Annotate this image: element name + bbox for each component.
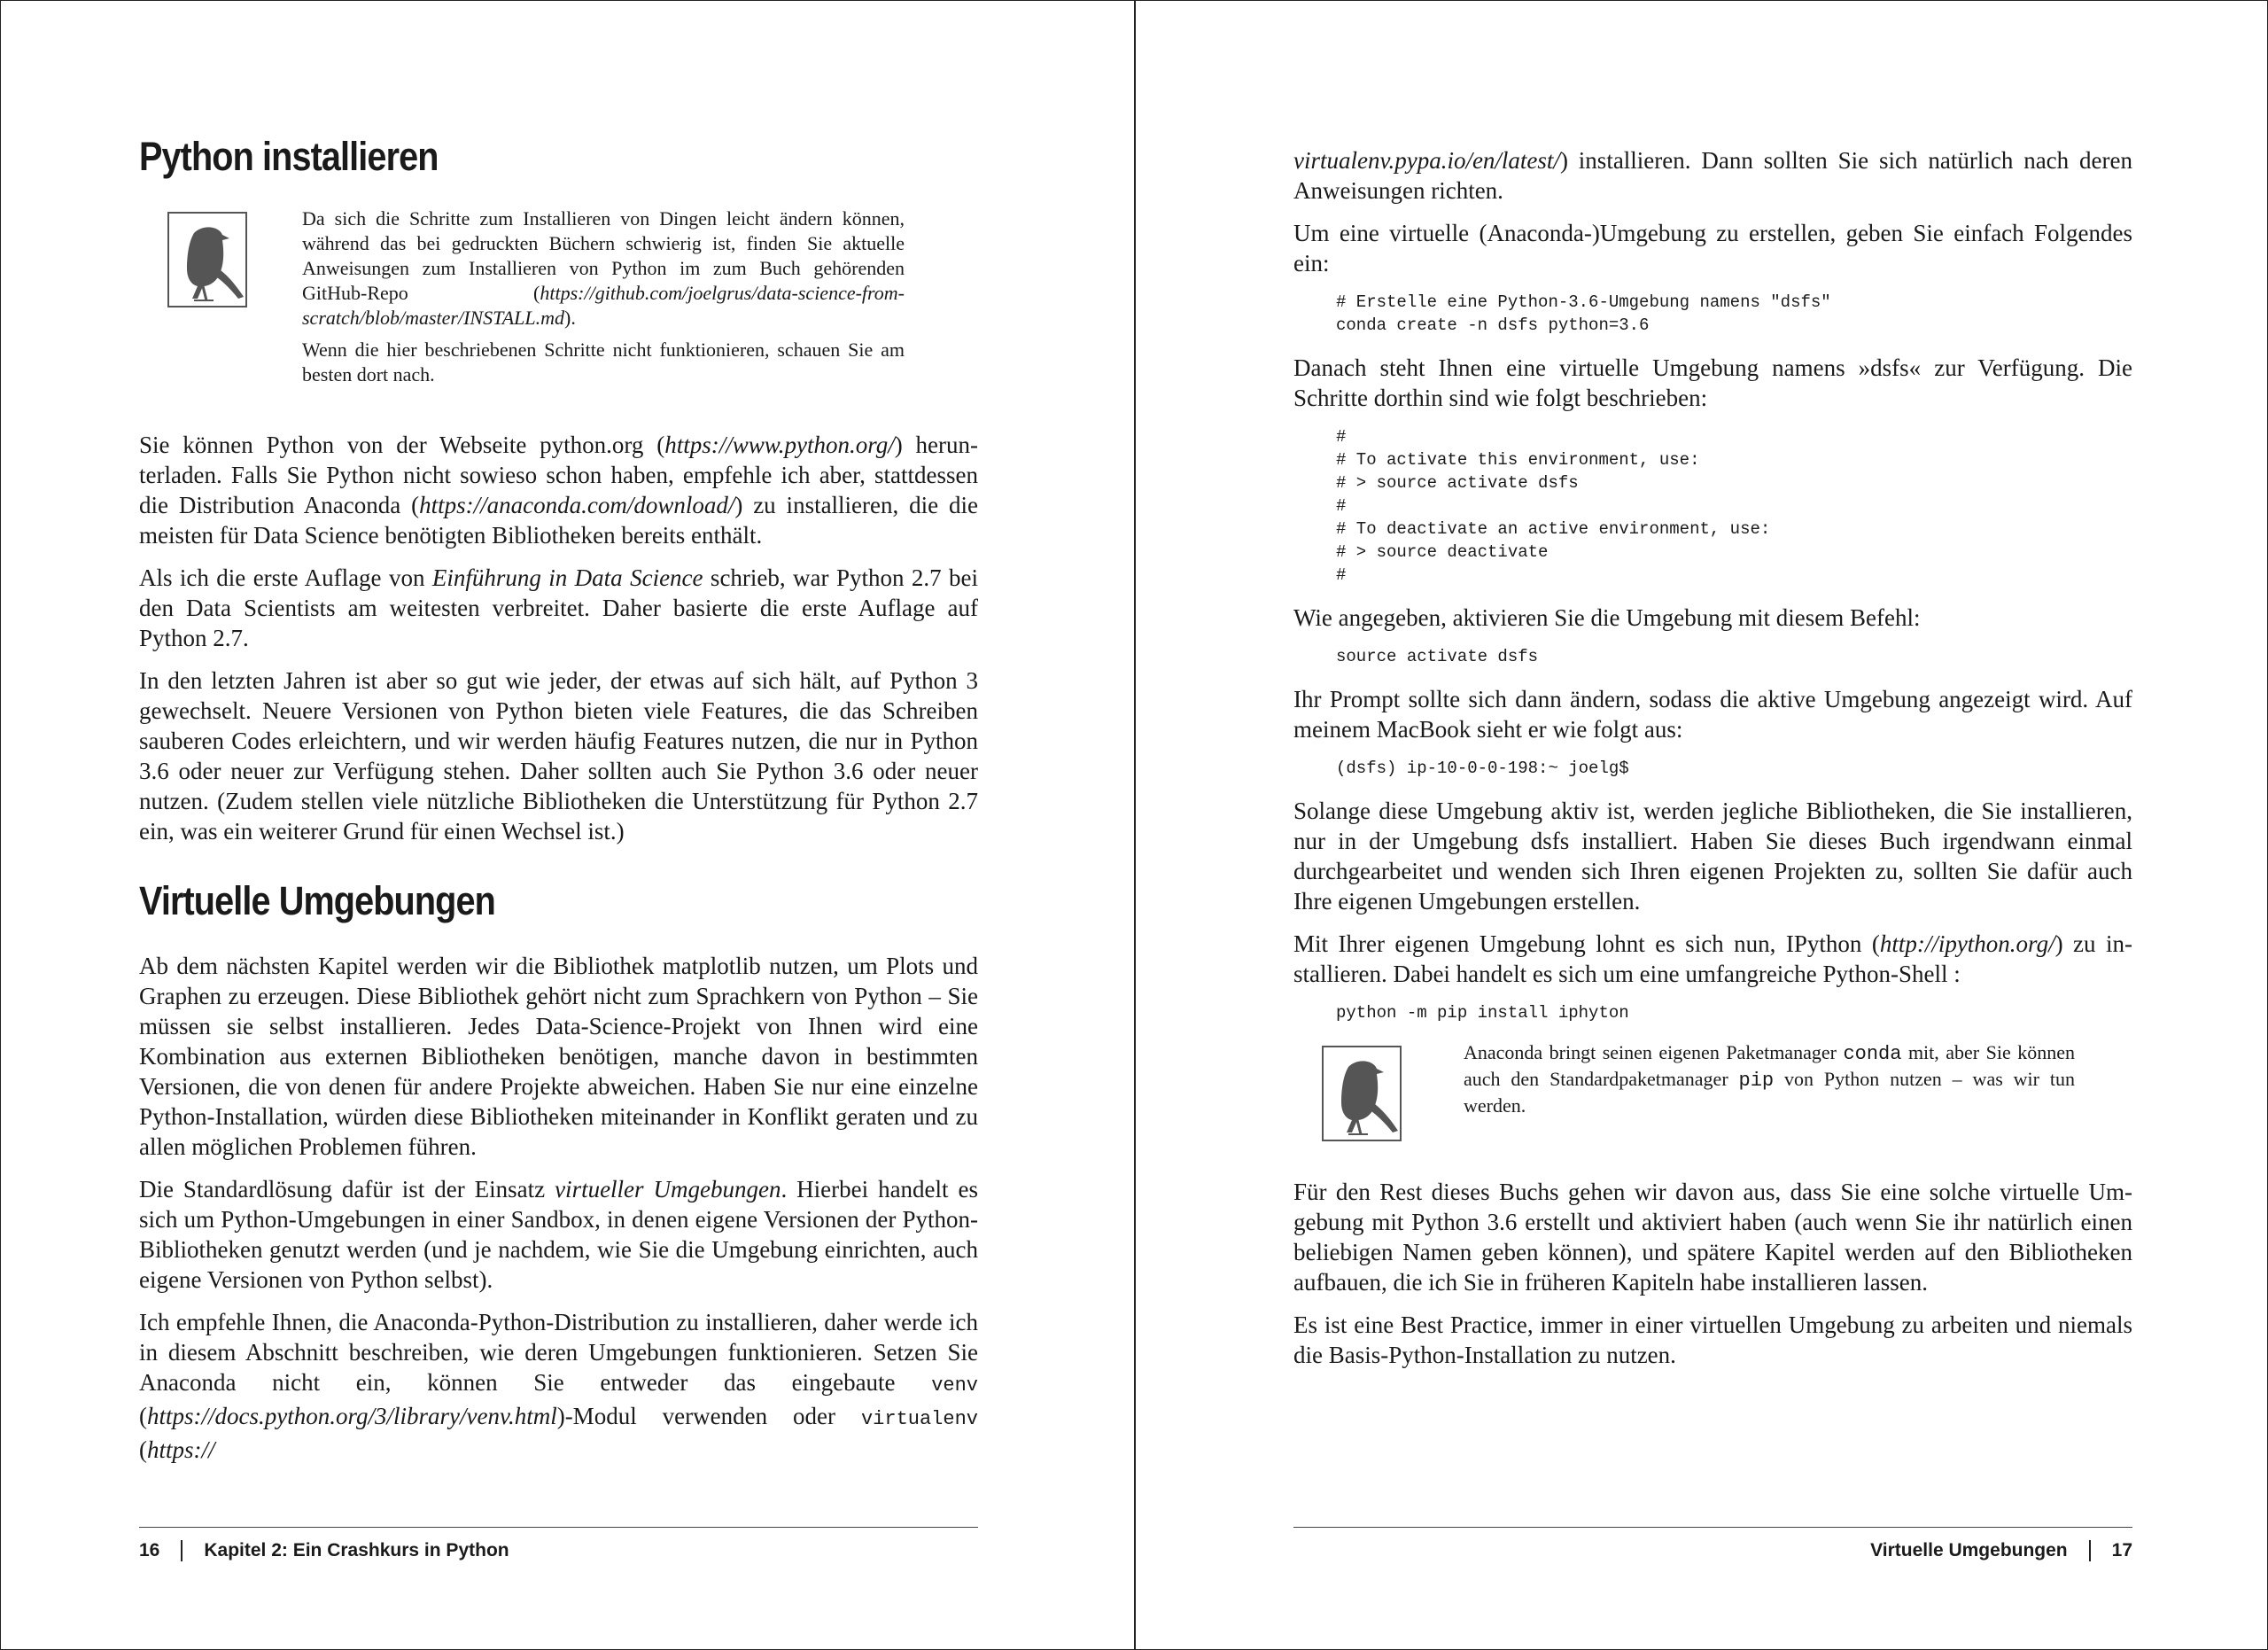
paragraph-activate: Wie angegeben, aktivieren Sie die Umgebung mit diesem Befehl: bbox=[1293, 604, 1921, 631]
footer-rule bbox=[139, 1527, 978, 1528]
paragraph-rest-of-book: Für den Rest dieses Buchs gehen wir davon aus, dass Sie eine solche virtuelle Umgebung mit Python 3.6 erstellt und aktiviert haben (auch wenn Sie ihr natürlich einen beliebigen Namen geben können), und spätere Kapitel werden auf den Bibliotheken aufbauen, die ich Sie in früheren Kapiteln habe installieren lassen. bbox=[1293, 1179, 2132, 1296]
page-number: 17 bbox=[2111, 1540, 2132, 1560]
paragraph-virtualenv-cont: virtualenv.pypa.io/en/latest/) installieren. Dann sollten Sie sich natürlich nach deren Anweisungen richten. bbox=[1293, 147, 2132, 204]
paragraph-virtual-env: Die Standardlösung dafür ist der Einsatz virtueller Umgebungen. Hierbei handelt es sich um Python-Umgebungen in einer Sandbox, in denen eigene Versionen der Python-Bibliotheken genutzt werden (und je nachdem, wie Sie die Umgebung einrichten, auch eigene Versionen von Python selbst). bbox=[139, 1176, 978, 1293]
code-prompt: (dsfs) ip-10-0-0-198:~ joelg$ bbox=[1336, 759, 1629, 778]
venv-docs-link[interactable]: https://docs.python.org/3/library/venv.html bbox=[147, 1403, 557, 1429]
ipython-link[interactable]: http://ipython.org/ bbox=[1879, 930, 2055, 957]
installation-note bbox=[139, 206, 978, 394]
paragraph-best-practice: Es ist eine Best Practice, immer in einer virtuellen Umgebung zu arbeiten und niemals die Basis-Python-Installation zu nutzen. bbox=[1293, 1311, 2132, 1368]
crow-note-icon bbox=[167, 212, 247, 307]
virtualenv-link-end[interactable]: virtualenv.pypa.io/en/latest/ bbox=[1293, 147, 1560, 174]
python-org-link[interactable]: https://www.python.org/ bbox=[664, 432, 895, 458]
footer-separator bbox=[181, 1540, 183, 1561]
paragraph-first-edition: Als ich die erste Auflage von Einführung in Data Science schrieb, war Python 2.7 bei den Data Scientists am weitesten verbreitet. Daher basierte die erste Auflage auf Python 2.7. bbox=[139, 564, 979, 651]
paragraph-matplotlib: Ab dem nächsten Kapitel werden wir die Bibliothek matplotlib nutzen, um Plots und Graphen zu erzeugen. Diese Bibliothek gehört nicht zum Sprachkern von Python – Sie müssen sie selbst installieren. Jedes Data-Science-Projekt von Ihnen wird eine Kombination aus externen Bibliotheken benötigen, manche davon in bestimmten Versionen, die von denen für andere Projekte abweichen. Haben Sie nur eine einzelne Python-Installation, würden diese Bibliotheken miteinander in Konflikt geraten und zu allen möglichen Problemen führen. bbox=[139, 953, 978, 1160]
code-create-env: # Erstelle eine Python-3.6-Umgebung namens "dsfs" conda create -n dsfs python=3.6 bbox=[1336, 292, 1831, 335]
paragraph-python3: In den letzten Jahren ist aber so gut wie jeder, der etwas auf sich hält, auf Python 3 gewechselt. Neuere Versionen von Python bieten viele Features, die das Schreiben sauberen Codes erleichtern, und wir werden häufig Features nutzen, die nur in Python 3.6 oder neuer zur Verfügung stehen. Daher sollten auch Sie Python 3.6 oder neuer nutzen. (Zudem stellen viele nützliche Bibliotheken die Unterstützung für Python 2.7 ein, was ein weiterer Grund für einen Wechsel ist.) bbox=[139, 667, 978, 844]
paragraph-env-available: Danach steht Ihnen eine virtuelle Umgebung namens »dsfs« zur Verfügung. Die Schritte dorthin sind wie folgt beschrieben: bbox=[1293, 354, 2132, 411]
paragraph-anaconda-recommendation: Ich empfehle Ihnen, die Anaconda-Python-Distribution zu installieren, daher werde ich in diesem Abschnitt beschreiben, wie deren Umgebungen funktionieren. Setzen Sie Anaconda nicht ein, können Sie entweder das eingebaute venv (https://docs.python.org/3/library/venv.html)-Modul verwenden oder virtualenv (https:// bbox=[139, 1309, 978, 1463]
section-title: Virtuelle Umgebungen bbox=[1870, 1540, 2068, 1560]
right-footer bbox=[1293, 1527, 2132, 1561]
right-page bbox=[1136, 1, 2268, 1649]
page-number: 16 bbox=[139, 1540, 160, 1560]
footer-separator bbox=[2089, 1540, 2091, 1561]
virtualenv-link-start[interactable]: https:// bbox=[147, 1436, 215, 1463]
note-text bbox=[302, 206, 905, 394]
paragraph-download: Sie können Python von der Webseite python.org (https://www.python.org/) herunterladen. Falls Sie Python nicht sowieso schon haben, empfehle ich aber, stattdessen die Distribution Anaconda (https://anaconda.com/download/) zu installieren, die die meisten für Data Science benötigten Bibliotheken bereits enthält. bbox=[139, 432, 978, 549]
paragraph-env-active: Solange diese Umgebung aktiv ist, werden jegliche Bibliotheken, die Sie installieren, nur in der Umgebung dsfs installiert. Haben Sie dieses Buch irgendwann einmal durchgearbeitet und wenden sich Ihren eigenen Projekten zu, sollten Sie dafür auch Ihre eigenen Umgebungen erstellen. bbox=[1293, 798, 2132, 915]
heading-python-installieren: Python installieren bbox=[139, 134, 439, 179]
note-text bbox=[1464, 1040, 2075, 1125]
crow-note-icon bbox=[1322, 1046, 1402, 1141]
paragraph-prompt: Ihr Prompt sollte sich dann ändern, sodass die aktive Umgebung angezeigt wird. Auf meinem MacBook sieht er wie folgt aus: bbox=[1293, 686, 2132, 743]
note-paragraph-1: Da sich die Schritte zum Installieren von Dingen leicht ändern können, während das bei gedruckten Büchern schwierig ist, finden Sie aktuelle Anweisungen zum Installieren von Python im zum Buch gehörenden GitHub-Repo (https://github.com/joelgrus/data-science-from-scratch/blob/master/INSTALL.md). bbox=[302, 207, 905, 329]
left-page bbox=[1, 1, 1134, 1649]
code-source-activate: source activate dsfs bbox=[1336, 647, 1539, 666]
package-manager-note bbox=[1293, 1040, 2132, 1141]
install-guide-link[interactable]: https://github.com/joelgrus/data-science-from-scratch/blob/master/INSTALL.md bbox=[302, 282, 905, 329]
footer-rule bbox=[1293, 1527, 2132, 1528]
note-paragraph-2: Wenn die hier beschriebenen Schritte nicht funktionieren, schauen Sie am besten dort nach. bbox=[302, 339, 905, 385]
heading-virtuelle-umgebungen: Virtuelle Umgebungen bbox=[139, 878, 495, 923]
note-paragraph: Anaconda bringt seinen eigenen Paketmanager conda mit, aber Sie können auch den Standardpaketmanager pip von Python nutzen – was wir tun werden. bbox=[1464, 1041, 2076, 1117]
code-pip-install: python -m pip install iphyton bbox=[1336, 1003, 1629, 1023]
left-footer bbox=[139, 1527, 978, 1561]
right-text-column bbox=[1293, 145, 2132, 1382]
chapter-title: Kapitel 2: Ein Crashkurs in Python bbox=[204, 1540, 509, 1560]
paragraph-create-env: Um eine virtuelle (Anaconda-)Umgebung zu erstellen, geben Sie einfach Folgendes ein: bbox=[1293, 220, 2132, 276]
anaconda-link[interactable]: https://anaconda.com/download/ bbox=[419, 492, 735, 518]
left-text-column bbox=[139, 134, 978, 1477]
paragraph-ipython: Mit Ihrer eigenen Umgebung lohnt es sich nun, IPython (http://ipython.org/) zu installieren. Dabei handelt es sich um eine umfangreiche Python-Shell : bbox=[1293, 930, 2132, 987]
code-activation-info: # # To activate this environment, use: # > source activate dsfs # # To deactivate an active environment, use: # > source deactivate # bbox=[1336, 427, 1771, 585]
